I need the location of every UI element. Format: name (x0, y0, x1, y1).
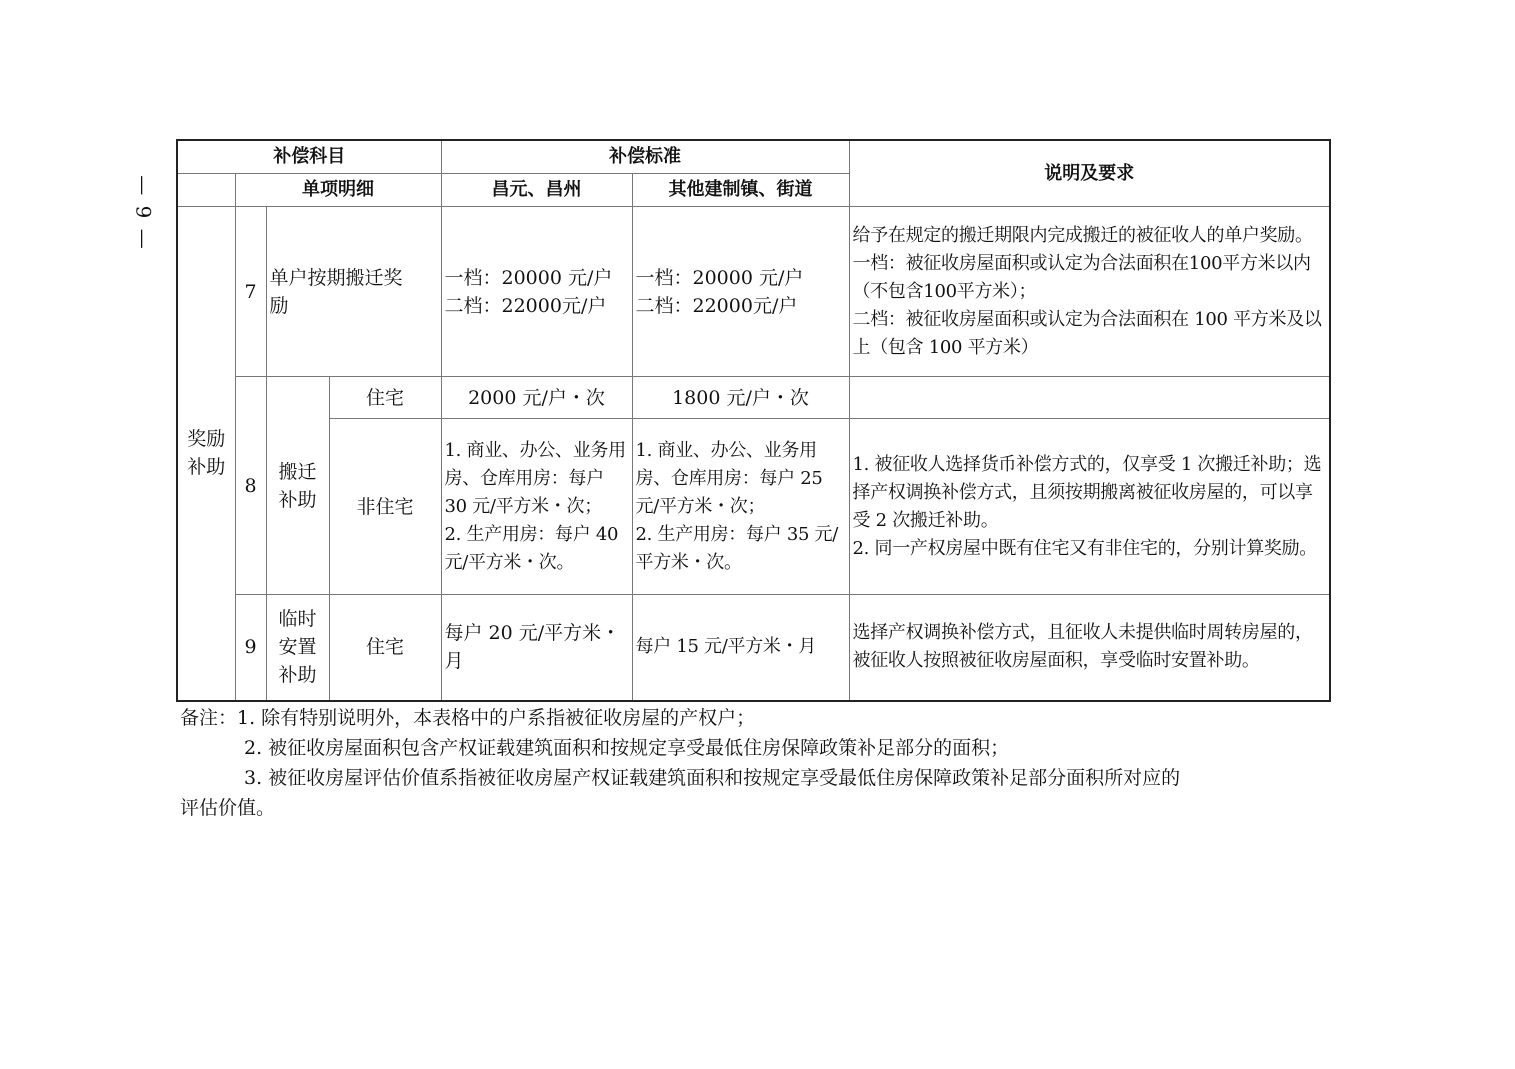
header-blank (177, 174, 235, 207)
page-number (126, 165, 162, 260)
row7-standard-a: 一档：20000 元/户 二档：22000元/户 (441, 207, 632, 377)
row8-nonresidential-b: 1. 商业、办公、业务用房、仓库用房：每户 25 元/平方米・次； 2. 生产用房：每户 35 元/平方米・次。 (632, 419, 849, 595)
header-row-1 (177, 140, 1330, 174)
row8-nonresidential-a: 1. 商业、办公、业务用房、仓库用房：每户 30 元/平方米・次； 2. 生产用房：每户 40 元/平方米・次。 (441, 419, 632, 595)
table-row-8-residential (177, 377, 1330, 419)
row8-residential-b: 1800 元/户・次 (632, 377, 849, 419)
category-cell: 奖励 补助 (177, 207, 235, 701)
row7-standard-b: 一档：20000 元/户 二档：22000元/户 (632, 207, 849, 377)
table-row-9 (177, 595, 1330, 701)
header-standard: 补偿标准 (441, 140, 849, 174)
row8-number: 8 (235, 377, 266, 595)
row9-remark: 选择产权调换补偿方式，且征收人未提供临时周转房屋的，被征收人按照被征收房屋面积，享受临时安置补助。 (849, 595, 1330, 701)
header-item-detail: 单项明细 (235, 174, 441, 207)
row8-nonresidential-remark: 1. 被征收人选择货币补偿方式的，仅享受 1 次搬迁补助；选择产权调换补偿方式，且须按期搬离被征收房屋的，可以享受 2 次搬迁补助。 2. 同一产权房屋中既有住宅又有非住宅的，分别计算奖励。 (849, 419, 1330, 595)
notes-section (180, 703, 1330, 823)
row9-number: 9 (235, 595, 266, 701)
note-3: 3. 被征收房屋评估价值系指被征收房屋产权证载建筑面积和按规定享受最低住房保障政策补足部分面积所对应的 (244, 767, 1181, 789)
row8-residential-remark (849, 377, 1330, 419)
row8-residential-label: 住宅 (329, 377, 441, 419)
header-subject: 补偿科目 (177, 140, 441, 174)
table-row-8-nonresidential (177, 419, 1330, 595)
note-2: 2. 被征收房屋面积包含产权证载建筑面积和按规定享受最低住房保障政策补足部分的面积； (244, 737, 1010, 759)
row8-nonresidential-label: 非住宅 (329, 419, 441, 595)
row9-standard-a: 每户 20 元/平方米・月 (441, 595, 632, 701)
row8-residential-a: 2000 元/户・次 (441, 377, 632, 419)
header-region-a: 昌元、昌州 (441, 174, 632, 207)
row8-item: 搬迁 补助 (266, 377, 329, 595)
header-remarks: 说明及要求 (849, 140, 1330, 207)
row9-standard-b: 每户 15 元/平方米・月 (632, 595, 849, 701)
header-region-b: 其他建制镇、街道 (632, 174, 849, 207)
page-number-text: — 9 — (132, 174, 157, 251)
row9-label: 住宅 (329, 595, 441, 701)
table-row-7 (177, 207, 1330, 377)
row7-number: 7 (235, 207, 266, 377)
note-3-continuation: 评估价值。 (180, 797, 276, 819)
row7-item: 单户按期搬迁奖 励 (266, 207, 441, 377)
compensation-table (176, 139, 1331, 702)
note-1: 备注：1. 除有特别说明外，本表格中的户系指被征收房屋的产权户； (180, 707, 756, 729)
row9-item: 临时 安置 补助 (266, 595, 329, 701)
row7-remark: 给予在规定的搬迁期限内完成搬迁的被征收人的单户奖励。 一档：被征收房屋面积或认定为合法面积在100平方米以内（不包含100平方米）； 二档：被征收房屋面积或认定为合法面积在 100 平方米及以上（包含 100 平方米） (849, 207, 1330, 377)
